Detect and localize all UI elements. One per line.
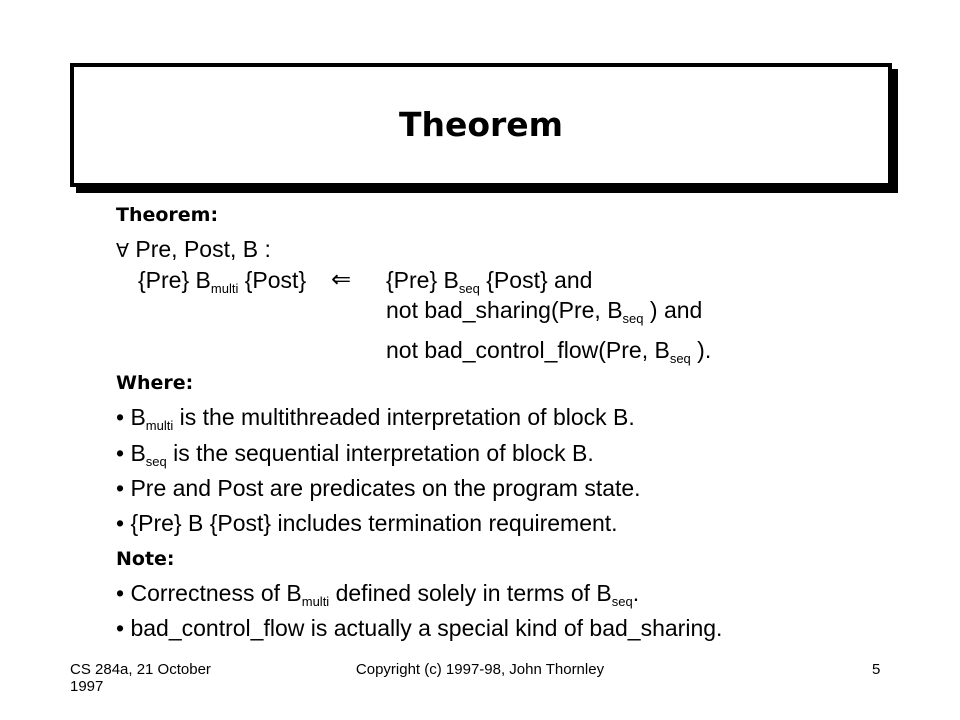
where-bullet-2 [116, 440, 594, 467]
forall-line [116, 236, 271, 263]
cond2-subscript: seq [669, 351, 691, 366]
seq-subscript: seq [458, 281, 480, 296]
where-item-subscript: multi [145, 418, 174, 433]
note-item-tail: . [632, 580, 640, 606]
note-item-text: bad_control_flow is actually a special kind of bad_sharing. [130, 615, 723, 641]
bullet-icon: • [116, 510, 125, 536]
where-item-text: {Pre} B {Post} includes termination requirement. [130, 510, 618, 536]
note-item-subscript-1: multi [301, 594, 330, 609]
seq-hoare [386, 267, 592, 294]
condition-bad-sharing [386, 297, 702, 324]
where-item-text: B [130, 440, 146, 466]
footer-course: CS 284a, 21 October [70, 661, 211, 678]
bullet-icon: • [116, 580, 125, 606]
cond2-text: not bad_control_flow(Pre, B [386, 337, 670, 363]
bullet-icon: • [116, 475, 125, 501]
where-item-rest: is the sequential interpretation of block B. [166, 440, 594, 466]
note-bullet-1 [116, 580, 639, 607]
theorem-heading: Theorem: [116, 204, 219, 226]
where-item-text: B [130, 404, 146, 430]
where-bullet-1 [116, 404, 635, 431]
footer-year: 1997 [70, 678, 104, 695]
implication-line [138, 267, 306, 294]
forall-symbol: ∀ [116, 240, 129, 262]
slide-title: Theorem [398, 105, 564, 144]
condition-bad-control-flow [386, 337, 711, 364]
post-seq: {Post} and [479, 267, 593, 293]
where-bullet-4 [116, 510, 618, 537]
footer-copyright: Copyright (c) 1997-98, John Thornley [355, 661, 605, 678]
where-item-rest: is the multithreaded interpretation of block B. [173, 404, 635, 430]
title-box [70, 63, 892, 187]
where-item-subscript: seq [145, 454, 167, 469]
cond2-tail: ). [690, 337, 712, 363]
implies-arrow [331, 265, 351, 293]
where-bullet-3 [116, 475, 641, 502]
cond1-text: not bad_sharing(Pre, B [386, 297, 623, 323]
footer-page-number: 5 [872, 661, 881, 678]
bullet-icon: • [116, 440, 125, 466]
multi-subscript: multi [210, 281, 239, 296]
note-heading: Note: [116, 548, 175, 570]
pre-seq: {Pre} B [386, 267, 459, 293]
cond1-subscript: seq [622, 311, 644, 326]
note-item-middle: defined solely in terms of B [329, 580, 612, 606]
post-multi: {Post} [238, 267, 307, 293]
where-item-text: Pre and Post are predicates on the program state. [130, 475, 641, 501]
note-item-subscript-2: seq [611, 594, 633, 609]
bullet-icon: • [116, 404, 125, 430]
note-item-text: Correctness of B [130, 580, 302, 606]
note-bullet-2 [116, 615, 722, 642]
bullet-icon: • [116, 615, 125, 641]
pre-multi: {Pre} B [138, 267, 211, 293]
forall-vars: Pre, Post, B : [135, 236, 271, 262]
implies-symbol: ⇐ [331, 265, 352, 293]
where-heading: Where: [116, 372, 194, 394]
cond1-tail: ) and [643, 297, 703, 323]
